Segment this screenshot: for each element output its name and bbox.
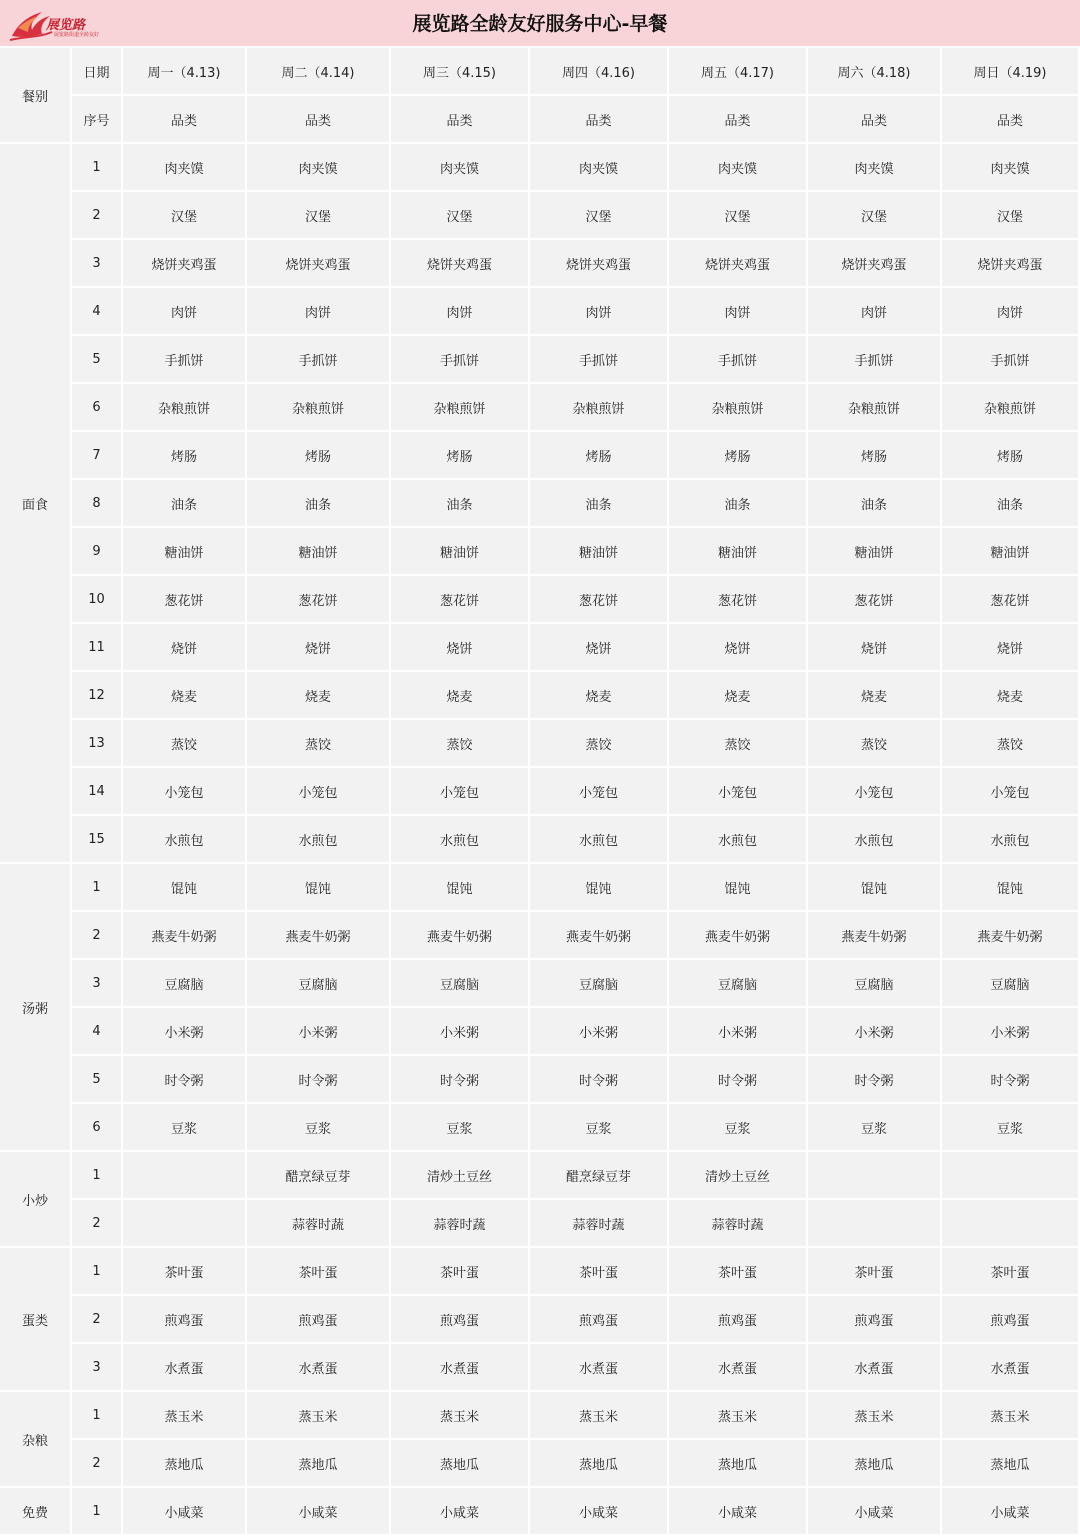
menu-item-cell: 烧饼夹鸡蛋 xyxy=(123,240,245,286)
menu-item-cell: 肉饼 xyxy=(123,288,245,334)
menu-item-cell: 肉夹馍 xyxy=(123,144,245,190)
menu-item-cell: 汉堡 xyxy=(123,192,245,238)
menu-item-cell xyxy=(123,1200,245,1246)
menu-item-cell: 小笼包 xyxy=(669,768,806,814)
menu-item-cell: 杂粮煎饼 xyxy=(123,384,245,430)
row-seq: 3 xyxy=(72,240,121,286)
category-header: 品类 xyxy=(123,96,245,142)
menu-item-cell: 蒸玉米 xyxy=(530,1392,667,1438)
menu-item-cell: 杂粮煎饼 xyxy=(391,384,528,430)
category-header: 品类 xyxy=(530,96,667,142)
menu-item-cell: 肉夹馍 xyxy=(391,144,528,190)
menu-item-cell: 油条 xyxy=(123,480,245,526)
menu-item-cell: 肉饼 xyxy=(808,288,940,334)
row-seq: 7 xyxy=(72,432,121,478)
menu-item-cell: 烧饼 xyxy=(669,624,806,670)
menu-item-cell: 豆腐脑 xyxy=(808,960,940,1006)
menu-item-cell xyxy=(808,1200,940,1246)
menu-item-cell: 水煮蛋 xyxy=(530,1344,667,1390)
menu-item-cell: 蒜蓉时蔬 xyxy=(391,1200,528,1246)
menu-item-cell: 小咸菜 xyxy=(669,1488,806,1534)
menu-item-cell xyxy=(942,1200,1078,1246)
menu-item-cell: 豆浆 xyxy=(123,1104,245,1150)
menu-item-cell: 小米粥 xyxy=(942,1008,1078,1054)
menu-item-cell: 烧饼夹鸡蛋 xyxy=(391,240,528,286)
menu-item-cell: 蒸玉米 xyxy=(123,1392,245,1438)
row-seq: 1 xyxy=(72,1248,121,1294)
category-header: 品类 xyxy=(942,96,1078,142)
menu-item-cell: 燕麦牛奶粥 xyxy=(123,912,245,958)
menu-item-cell: 时令粥 xyxy=(391,1056,528,1102)
date-header: 日期 xyxy=(72,48,121,94)
meal-category-label: 免费 xyxy=(0,1488,70,1534)
menu-item-cell: 小咸菜 xyxy=(123,1488,245,1534)
row-seq: 10 xyxy=(72,576,121,622)
menu-item-cell: 馄饨 xyxy=(247,864,389,910)
menu-item-cell: 烧饼 xyxy=(247,624,389,670)
menu-item-cell: 烧麦 xyxy=(942,672,1078,718)
row-seq: 15 xyxy=(72,816,121,862)
menu-item-cell: 茶叶蛋 xyxy=(808,1248,940,1294)
menu-item-cell: 手抓饼 xyxy=(808,336,940,382)
menu-item-cell: 蒸地瓜 xyxy=(391,1440,528,1486)
meal-type-header: 餐别 xyxy=(0,48,70,142)
menu-item-cell: 蒸饺 xyxy=(123,720,245,766)
row-seq: 6 xyxy=(72,384,121,430)
menu-item-cell: 蒸玉米 xyxy=(808,1392,940,1438)
menu-item-cell: 烧饼夹鸡蛋 xyxy=(247,240,389,286)
menu-item-cell: 小咸菜 xyxy=(942,1488,1078,1534)
menu-item-cell: 蒸饺 xyxy=(247,720,389,766)
menu-item-cell: 茶叶蛋 xyxy=(942,1248,1078,1294)
menu-item-cell: 烧麦 xyxy=(669,672,806,718)
menu-item-cell: 烧饼 xyxy=(530,624,667,670)
menu-item-cell: 烧麦 xyxy=(247,672,389,718)
menu-item-cell: 烧麦 xyxy=(391,672,528,718)
menu-item-cell: 烧麦 xyxy=(808,672,940,718)
menu-item-cell: 时令粥 xyxy=(942,1056,1078,1102)
menu-item-cell: 豆浆 xyxy=(530,1104,667,1150)
menu-item-cell: 煎鸡蛋 xyxy=(669,1296,806,1342)
menu-item-cell: 小米粥 xyxy=(530,1008,667,1054)
menu-item-cell: 糖油饼 xyxy=(391,528,528,574)
menu-item-cell: 燕麦牛奶粥 xyxy=(942,912,1078,958)
menu-item-cell: 豆腐脑 xyxy=(123,960,245,1006)
menu-item-cell: 燕麦牛奶粥 xyxy=(391,912,528,958)
menu-item-cell: 时令粥 xyxy=(530,1056,667,1102)
menu-item-cell: 小笼包 xyxy=(247,768,389,814)
menu-item-cell: 杂粮煎饼 xyxy=(669,384,806,430)
menu-item-cell: 油条 xyxy=(808,480,940,526)
menu-item-cell: 煎鸡蛋 xyxy=(808,1296,940,1342)
menu-item-cell: 豆腐脑 xyxy=(530,960,667,1006)
menu-item-cell: 茶叶蛋 xyxy=(123,1248,245,1294)
menu-item-cell: 煎鸡蛋 xyxy=(391,1296,528,1342)
menu-item-cell: 肉夹馍 xyxy=(669,144,806,190)
menu-item-cell: 葱花饼 xyxy=(669,576,806,622)
menu-item-cell: 肉饼 xyxy=(391,288,528,334)
menu-item-cell: 手抓饼 xyxy=(942,336,1078,382)
menu-item-cell: 杂粮煎饼 xyxy=(247,384,389,430)
menu-item-cell: 葱花饼 xyxy=(808,576,940,622)
menu-item-cell: 馄饨 xyxy=(530,864,667,910)
menu-item-cell: 蒸饺 xyxy=(391,720,528,766)
row-seq: 5 xyxy=(72,336,121,382)
menu-item-cell: 糖油饼 xyxy=(530,528,667,574)
menu-item-cell: 燕麦牛奶粥 xyxy=(530,912,667,958)
menu-item-cell: 水煮蛋 xyxy=(247,1344,389,1390)
menu-item-cell: 蒸地瓜 xyxy=(942,1440,1078,1486)
menu-item-cell: 油条 xyxy=(942,480,1078,526)
menu-item-cell: 水煎包 xyxy=(669,816,806,862)
menu-item-cell: 小笼包 xyxy=(530,768,667,814)
menu-item-cell: 燕麦牛奶粥 xyxy=(247,912,389,958)
menu-item-cell: 蒸饺 xyxy=(808,720,940,766)
menu-item-cell: 手抓饼 xyxy=(123,336,245,382)
menu-item-cell: 糖油饼 xyxy=(247,528,389,574)
menu-item-cell: 小米粥 xyxy=(391,1008,528,1054)
menu-item-cell: 蒸地瓜 xyxy=(669,1440,806,1486)
menu-item-cell: 时令粥 xyxy=(808,1056,940,1102)
day-header: 周四（4.16) xyxy=(530,48,667,94)
row-seq: 12 xyxy=(72,672,121,718)
menu-item-cell: 杂粮煎饼 xyxy=(530,384,667,430)
menu-item-cell: 燕麦牛奶粥 xyxy=(808,912,940,958)
menu-item-cell: 馄饨 xyxy=(808,864,940,910)
menu-item-cell: 油条 xyxy=(391,480,528,526)
menu-item-cell: 杂粮煎饼 xyxy=(942,384,1078,430)
menu-item-cell: 茶叶蛋 xyxy=(247,1248,389,1294)
menu-item-cell xyxy=(808,1152,940,1198)
menu-item-cell: 馄饨 xyxy=(391,864,528,910)
menu-item-cell: 蒸饺 xyxy=(530,720,667,766)
day-header: 周三（4.15) xyxy=(391,48,528,94)
menu-item-cell: 水煮蛋 xyxy=(391,1344,528,1390)
menu-table xyxy=(0,48,1080,1537)
row-seq: 14 xyxy=(72,768,121,814)
row-seq: 2 xyxy=(72,1440,121,1486)
day-header: 周一（4.13) xyxy=(123,48,245,94)
row-seq: 2 xyxy=(72,912,121,958)
row-seq: 1 xyxy=(72,1488,121,1534)
menu-item-cell: 葱花饼 xyxy=(123,576,245,622)
menu-item-cell: 蒸玉米 xyxy=(391,1392,528,1438)
menu-item-cell: 烧饼夹鸡蛋 xyxy=(808,240,940,286)
menu-item-cell xyxy=(123,1152,245,1198)
menu-item-cell: 手抓饼 xyxy=(247,336,389,382)
day-header: 周五（4.17) xyxy=(669,48,806,94)
menu-item-cell: 茶叶蛋 xyxy=(669,1248,806,1294)
menu-item-cell: 烧饼夹鸡蛋 xyxy=(530,240,667,286)
row-seq: 2 xyxy=(72,192,121,238)
menu-item-cell: 糖油饼 xyxy=(942,528,1078,574)
day-header: 周二（4.14) xyxy=(247,48,389,94)
menu-item-cell: 水煮蛋 xyxy=(123,1344,245,1390)
menu-item-cell: 蒸地瓜 xyxy=(808,1440,940,1486)
menu-item-cell: 小笼包 xyxy=(942,768,1078,814)
menu-item-cell: 小咸菜 xyxy=(530,1488,667,1534)
meal-category-label: 面食 xyxy=(0,144,70,862)
menu-item-cell: 水煎包 xyxy=(247,816,389,862)
menu-item-cell: 煎鸡蛋 xyxy=(247,1296,389,1342)
menu-item-cell: 小米粥 xyxy=(247,1008,389,1054)
menu-item-cell: 醋烹绿豆芽 xyxy=(247,1152,389,1198)
menu-item-cell: 时令粥 xyxy=(247,1056,389,1102)
menu-item-cell: 小咸菜 xyxy=(391,1488,528,1534)
menu-item-cell: 烧饼夹鸡蛋 xyxy=(942,240,1078,286)
menu-item-cell: 水煎包 xyxy=(123,816,245,862)
header-bar xyxy=(0,0,1080,46)
day-header: 周六（4.18) xyxy=(808,48,940,94)
menu-item-cell: 馄饨 xyxy=(123,864,245,910)
menu-item-cell: 葱花饼 xyxy=(391,576,528,622)
menu-item-cell: 小咸菜 xyxy=(808,1488,940,1534)
row-seq: 1 xyxy=(72,144,121,190)
menu-item-cell: 水煮蛋 xyxy=(942,1344,1078,1390)
menu-item-cell: 肉饼 xyxy=(247,288,389,334)
menu-item-cell: 烤肠 xyxy=(530,432,667,478)
menu-item-cell: 手抓饼 xyxy=(669,336,806,382)
menu-item-cell: 豆腐脑 xyxy=(942,960,1078,1006)
row-seq: 11 xyxy=(72,624,121,670)
meal-category-label: 汤粥 xyxy=(0,864,70,1150)
menu-item-cell: 时令粥 xyxy=(123,1056,245,1102)
menu-item-cell: 肉饼 xyxy=(942,288,1078,334)
menu-item-cell: 葱花饼 xyxy=(942,576,1078,622)
menu-item-cell: 葱花饼 xyxy=(530,576,667,622)
menu-item-cell: 煎鸡蛋 xyxy=(942,1296,1078,1342)
menu-item-cell: 馄饨 xyxy=(942,864,1078,910)
menu-item-cell: 肉夹馍 xyxy=(247,144,389,190)
row-seq: 5 xyxy=(72,1056,121,1102)
menu-item-cell: 清炒土豆丝 xyxy=(669,1152,806,1198)
menu-item-cell: 汉堡 xyxy=(808,192,940,238)
menu-item-cell: 烤肠 xyxy=(942,432,1078,478)
menu-item-cell: 汉堡 xyxy=(942,192,1078,238)
menu-item-cell: 肉夹馍 xyxy=(530,144,667,190)
menu-item-cell: 清炒土豆丝 xyxy=(391,1152,528,1198)
menu-item-cell: 豆浆 xyxy=(669,1104,806,1150)
menu-item-cell: 油条 xyxy=(530,480,667,526)
row-seq: 8 xyxy=(72,480,121,526)
menu-item-cell: 水煎包 xyxy=(530,816,667,862)
menu-item-cell: 烧饼 xyxy=(808,624,940,670)
page-title: 展览路全龄友好服务中心-早餐 xyxy=(412,13,668,35)
row-seq: 2 xyxy=(72,1200,121,1246)
menu-item-cell: 蒸玉米 xyxy=(942,1392,1078,1438)
menu-item-cell: 肉饼 xyxy=(669,288,806,334)
menu-item-cell: 水煎包 xyxy=(942,816,1078,862)
menu-item-cell: 小咸菜 xyxy=(247,1488,389,1534)
menu-item-cell: 醋烹绿豆芽 xyxy=(530,1152,667,1198)
logo-subtext: 展览路街道全龄友好 xyxy=(54,32,100,38)
menu-item-cell: 汉堡 xyxy=(530,192,667,238)
menu-item-cell: 糖油饼 xyxy=(808,528,940,574)
menu-item-cell: 汉堡 xyxy=(391,192,528,238)
menu-item-cell: 煎鸡蛋 xyxy=(530,1296,667,1342)
menu-item-cell: 豆浆 xyxy=(808,1104,940,1150)
menu-item-cell: 豆浆 xyxy=(942,1104,1078,1150)
menu-item-cell: 馄饨 xyxy=(669,864,806,910)
menu-item-cell: 小笼包 xyxy=(391,768,528,814)
menu-item-cell: 烤肠 xyxy=(247,432,389,478)
menu-item-cell: 水煮蛋 xyxy=(808,1344,940,1390)
menu-item-cell: 汉堡 xyxy=(669,192,806,238)
menu-item-cell: 油条 xyxy=(669,480,806,526)
menu-item-cell: 小笼包 xyxy=(808,768,940,814)
category-header: 品类 xyxy=(669,96,806,142)
menu-item-cell: 水煎包 xyxy=(391,816,528,862)
menu-item-cell: 糖油饼 xyxy=(123,528,245,574)
menu-item-cell: 蒸地瓜 xyxy=(123,1440,245,1486)
row-seq: 1 xyxy=(72,1392,121,1438)
menu-item-cell: 汉堡 xyxy=(247,192,389,238)
menu-item-cell: 豆腐脑 xyxy=(247,960,389,1006)
row-seq: 4 xyxy=(72,1008,121,1054)
menu-item-cell: 水煎包 xyxy=(808,816,940,862)
category-header: 品类 xyxy=(247,96,389,142)
menu-item-cell: 豆浆 xyxy=(391,1104,528,1150)
menu-item-cell: 手抓饼 xyxy=(391,336,528,382)
menu-item-cell: 烧饼 xyxy=(391,624,528,670)
menu-item-cell: 小米粥 xyxy=(123,1008,245,1054)
menu-item-cell: 肉夹馍 xyxy=(942,144,1078,190)
category-header: 品类 xyxy=(391,96,528,142)
menu-item-cell: 小米粥 xyxy=(669,1008,806,1054)
menu-item-cell: 小米粥 xyxy=(808,1008,940,1054)
menu-item-cell: 葱花饼 xyxy=(247,576,389,622)
menu-item-cell: 烤肠 xyxy=(123,432,245,478)
menu-item-cell: 茶叶蛋 xyxy=(391,1248,528,1294)
menu-item-cell: 蒸饺 xyxy=(669,720,806,766)
menu-item-cell: 杂粮煎饼 xyxy=(808,384,940,430)
row-seq: 6 xyxy=(72,1104,121,1150)
row-seq: 2 xyxy=(72,1296,121,1342)
meal-category-label: 杂粮 xyxy=(0,1392,70,1486)
menu-item-cell: 茶叶蛋 xyxy=(530,1248,667,1294)
menu-item-cell: 蒸地瓜 xyxy=(247,1440,389,1486)
menu-item-cell: 蒜蓉时蔬 xyxy=(669,1200,806,1246)
menu-item-cell: 小笼包 xyxy=(123,768,245,814)
menu-item-cell: 烧麦 xyxy=(530,672,667,718)
menu-item-cell: 烧饼夹鸡蛋 xyxy=(669,240,806,286)
row-seq: 3 xyxy=(72,1344,121,1390)
menu-item-cell: 烧麦 xyxy=(123,672,245,718)
meal-category-label: 小炒 xyxy=(0,1152,70,1246)
day-header: 周日（4.19) xyxy=(942,48,1078,94)
menu-item-cell: 蒜蓉时蔬 xyxy=(247,1200,389,1246)
menu-item-cell: 糖油饼 xyxy=(669,528,806,574)
menu-item-cell: 肉夹馍 xyxy=(808,144,940,190)
menu-item-cell: 烧饼 xyxy=(123,624,245,670)
menu-item-cell: 烤肠 xyxy=(669,432,806,478)
menu-item-cell: 时令粥 xyxy=(669,1056,806,1102)
row-seq: 1 xyxy=(72,1152,121,1198)
row-seq: 9 xyxy=(72,528,121,574)
menu-item-cell: 水煮蛋 xyxy=(669,1344,806,1390)
menu-item-cell: 烤肠 xyxy=(391,432,528,478)
meal-category-label: 蛋类 xyxy=(0,1248,70,1390)
row-seq: 13 xyxy=(72,720,121,766)
menu-item-cell: 蒸玉米 xyxy=(669,1392,806,1438)
menu-item-cell: 蒸地瓜 xyxy=(530,1440,667,1486)
category-header: 品类 xyxy=(808,96,940,142)
menu-item-cell xyxy=(942,1152,1078,1198)
menu-item-cell: 煎鸡蛋 xyxy=(123,1296,245,1342)
row-seq: 1 xyxy=(72,864,121,910)
menu-item-cell: 豆腐脑 xyxy=(669,960,806,1006)
menu-item-cell: 肉饼 xyxy=(530,288,667,334)
menu-item-cell: 烤肠 xyxy=(808,432,940,478)
menu-item-cell: 蒜蓉时蔬 xyxy=(530,1200,667,1246)
row-seq: 4 xyxy=(72,288,121,334)
menu-item-cell: 油条 xyxy=(247,480,389,526)
seq-header: 序号 xyxy=(72,96,121,142)
logo-text: 展览路 xyxy=(46,18,86,33)
menu-item-cell: 燕麦牛奶粥 xyxy=(669,912,806,958)
menu-item-cell: 蒸饺 xyxy=(942,720,1078,766)
menu-item-cell: 蒸玉米 xyxy=(247,1392,389,1438)
row-seq: 3 xyxy=(72,960,121,1006)
menu-item-cell: 豆浆 xyxy=(247,1104,389,1150)
menu-item-cell: 烧饼 xyxy=(942,624,1078,670)
menu-item-cell: 手抓饼 xyxy=(530,336,667,382)
menu-item-cell: 豆腐脑 xyxy=(391,960,528,1006)
